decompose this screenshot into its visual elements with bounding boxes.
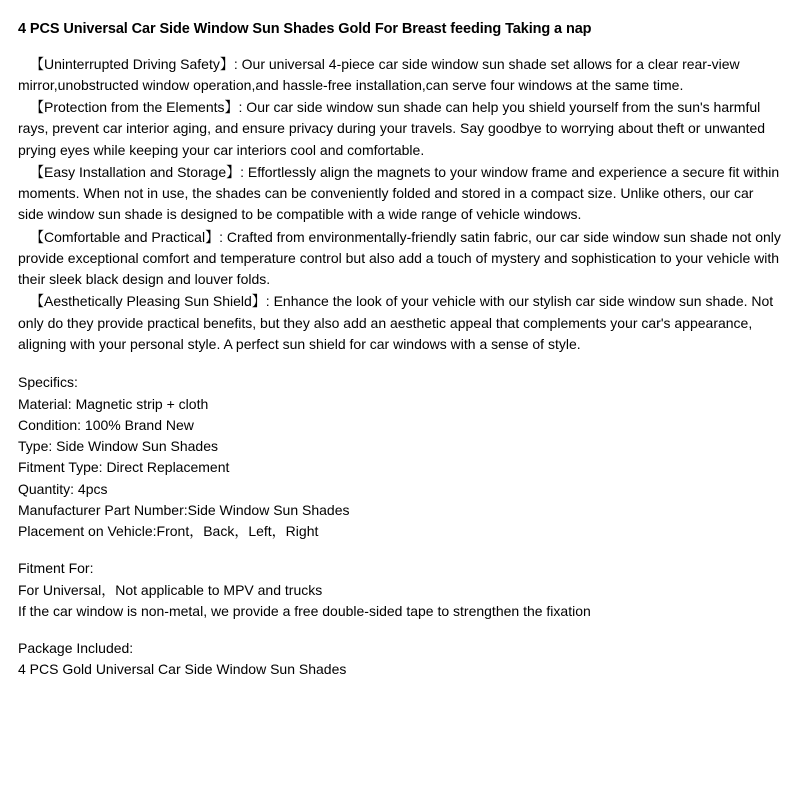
package-heading: Package Included:: [18, 640, 134, 657]
feature-item: 【Aesthetically Pleasing Sun Shield】: Enhance the look of your vehicle with our stylish car side window sun shade. Not only do they provide practical benefits, but they also add an aesthetic appeal that complements your car's appearance, aligning with your personal style. A perfect sun shield for car windows with a sense of style.: [18, 293, 774, 353]
package-line: 4 PCS Gold Universal Car Side Window Sun Shades: [18, 661, 347, 678]
section-divider: [18, 542, 782, 558]
feature-item: 【Comfortable and Practical】: Crafted from environmentally-friendly satin fabric, our car side window sun shade not only provide exceptional comfort and temperature control but also add a touch of mystery and sophistication to your vehicle with their sleek black design and louver folds.: [18, 228, 781, 288]
fitment-heading: Fitment For:: [18, 560, 94, 577]
package-section: [18, 638, 782, 681]
page-title: 4 PCS Universal Car Side Window Sun Shades Gold For Breast feeding Taking a nap: [18, 21, 592, 37]
fitment-line: If the car window is non-metal, we provide a free double-sided tape to strengthen the fixation: [18, 602, 591, 619]
specifics-line: Material: Magnetic strip + cloth: [18, 395, 209, 412]
fitment-section: [18, 558, 782, 622]
specifics-line: Placement on Vehicle:Front，Back，Left，Right: [18, 523, 319, 540]
feature-item: 【Protection from the Elements】: Our car side window sun shade can help you shield yourself from the sun's harmful rays, prevent car interior aging, and ensure privacy during your travels. Say goodbye to worrying about theft or unwanted prying eyes while keeping your car interiors cool and comfortable.: [18, 99, 766, 158]
section-divider: [18, 356, 782, 372]
specifics-line: Condition: 100% Brand New: [18, 416, 194, 433]
specifics-heading: Specifics:: [18, 374, 78, 391]
specifics-line: Manufacturer Part Number:Side Window Sun Shades: [18, 501, 350, 518]
features-list: [18, 54, 782, 356]
specifics-line: Fitment Type: Direct Replacement: [18, 459, 230, 476]
fitment-line: For Universal，Not applicable to MPV and trucks: [18, 581, 323, 598]
specifics-line: Quantity: 4pcs: [18, 480, 108, 497]
section-divider: [18, 622, 782, 638]
feature-item: 【Easy Installation and Storage】: Effortlessly align the magnets to your window frame and experience a secure fit within moments. When not in use, the shades can be conveniently folded and stored in a compact size. Unlike others, our car side window sun shade is designed to be compatible with a wide range of vehicle windows.: [18, 163, 780, 223]
specifics-section: [18, 372, 782, 542]
feature-item: 【Uninterrupted Driving Safety】: Our universal 4-piece car side window sun shade set allows for a clear rear-view mirror,unobstructed window operation,and hassle-free installation,can serve four windows at the same time.: [18, 55, 740, 93]
specifics-line: Type: Side Window Sun Shades: [18, 438, 219, 455]
